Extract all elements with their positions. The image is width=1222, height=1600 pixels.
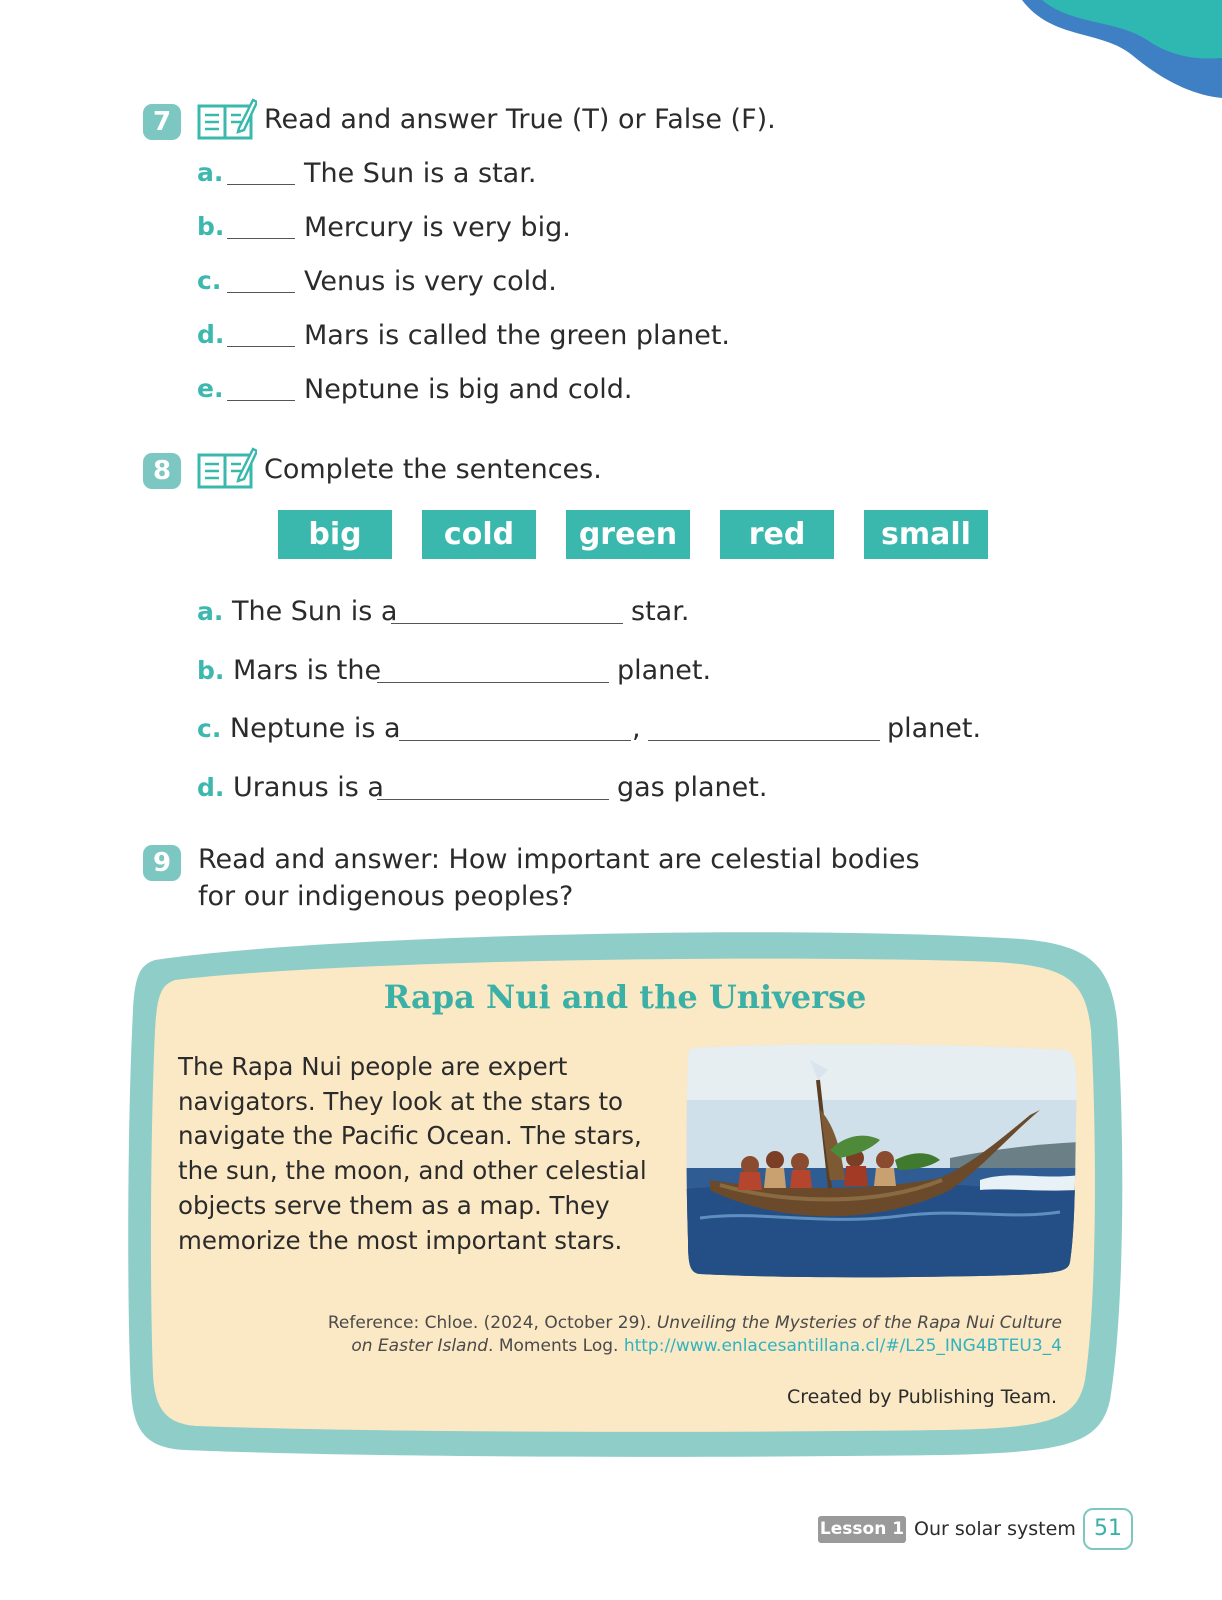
sentence-text: Mars is the (233, 655, 382, 686)
sentence-letter: c. (197, 714, 222, 743)
sentence-b (197, 655, 381, 691)
tf-item-letter: b. (197, 212, 225, 241)
tf-answer-blank[interactable] (227, 184, 295, 185)
corner-wave-decoration (1022, 0, 1222, 100)
reference-source: . Moments Log. (488, 1336, 624, 1356)
exercise-9-number: 9 (143, 845, 181, 881)
word-bank-item: green (566, 510, 690, 559)
card-credit: Created by Publishing Team. (787, 1386, 1057, 1408)
word-bank-item: cold (422, 510, 536, 559)
exercise-7-instruction: Read and answer True (T) or False (F). (264, 104, 776, 135)
sentence-blank[interactable] (377, 682, 609, 683)
tf-item-text: Mars is called the green planet. (304, 320, 731, 351)
sentence-c (197, 713, 401, 749)
book-pencil-icon (197, 98, 257, 142)
sentence-d (197, 772, 384, 808)
tf-item-text: Venus is very cold. (304, 266, 557, 297)
exercise-9-question: Read and answer: How important are celestial bodies for our indigenous peoples? (198, 844, 920, 912)
tf-item-text: The Sun is a star. (304, 158, 537, 189)
tf-item-letter: e. (197, 374, 224, 403)
exercise-8-instruction: Complete the sentences. (264, 454, 602, 485)
tf-answer-blank[interactable] (227, 400, 295, 401)
sentence-text: Uranus is a (233, 772, 384, 803)
sentence-letter: a. (197, 597, 224, 626)
sentence-end: star. (631, 596, 690, 627)
sentence-blank[interactable] (377, 799, 609, 800)
sentence-separator: , (632, 713, 641, 744)
tf-item-text: Mercury is very big. (304, 212, 571, 243)
sentence-text: The Sun is a (231, 596, 398, 627)
word-bank-item: red (720, 510, 834, 559)
tf-item-letter: c. (197, 266, 222, 295)
sentence-end: gas planet. (617, 772, 768, 803)
tf-answer-blank[interactable] (227, 346, 295, 347)
page-number: 51 (1083, 1508, 1133, 1550)
tf-answer-blank[interactable] (227, 238, 295, 239)
word-bank-item: big (278, 510, 392, 559)
sentence-blank[interactable] (648, 740, 880, 741)
card-body-text: The Rapa Nui people are expert navigators. They look at the stars to navigate the Pacific Ocean. The stars, the sun, the moon, and other celestial objects serve them as a map. They memorize the most important stars. (178, 1052, 647, 1255)
tf-item-text: Neptune is big and cold. (304, 374, 633, 405)
reference-citation (302, 1312, 1062, 1358)
card-title: Rapa Nui and the Universe (383, 978, 867, 1016)
reference-link[interactable]: http://www.enlacesantillana.cl/#/L25_ING4BTEU3_4 (623, 1336, 1062, 1356)
tf-item-letter: a. (197, 158, 224, 187)
book-pencil-icon (197, 447, 257, 491)
reference-prefix: Reference: Chloe. (2024, October 29). (327, 1313, 657, 1333)
sentence-end: planet. (887, 713, 982, 744)
sentence-a (197, 596, 397, 632)
sentence-letter: b. (197, 656, 225, 685)
sentence-letter: d. (197, 773, 225, 802)
sentence-blank[interactable] (391, 623, 623, 624)
tf-item-letter: d. (197, 320, 225, 349)
canoe-photo (680, 1040, 1080, 1280)
reference-title: Unveiling the Mysteries of the Rapa Nui Culture on Easter Island (351, 1313, 1062, 1356)
sentence-end: planet. (617, 655, 712, 686)
exercise-8-number: 8 (143, 453, 181, 489)
tf-answer-blank[interactable] (227, 292, 295, 293)
sentence-blank[interactable] (399, 740, 631, 741)
sentence-text: Neptune is a (229, 713, 401, 744)
exercise-7-number: 7 (143, 104, 181, 140)
word-bank-item: small (864, 510, 988, 559)
lesson-title: Our solar system (914, 1518, 1076, 1540)
lesson-badge: Lesson 1 (818, 1516, 906, 1543)
